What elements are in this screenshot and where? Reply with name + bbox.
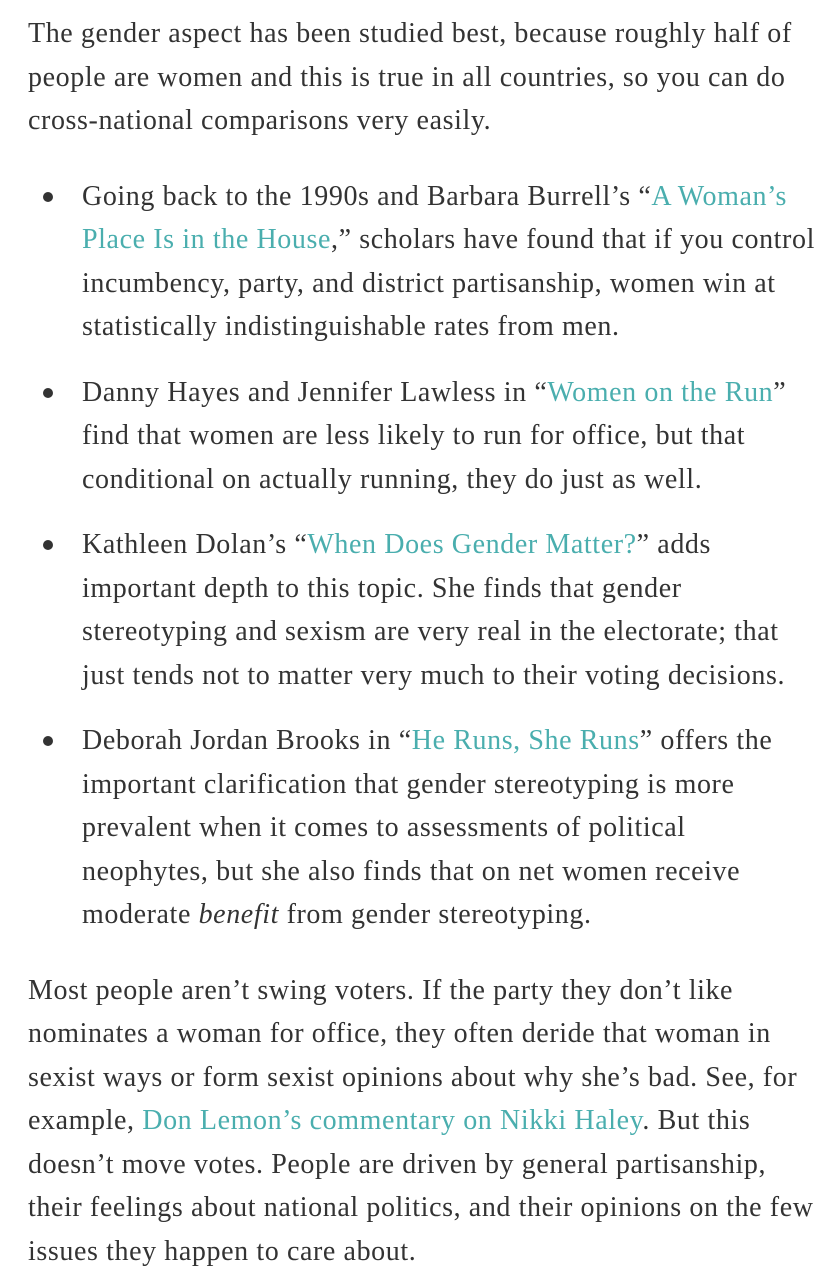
article-body <box>28 12 818 1273</box>
link-a-womans-place[interactable]: A Woman’s Place Is in the House <box>82 181 787 256</box>
list-item: Kathleen Dolan’s “When Does Gender Matter?” adds important depth to this topic. She finds that gender stereotyping and sexism are very real in the electorate; that just tends not to matter very much to their voting decisions. <box>28 523 818 697</box>
list-item: Going back to the 1990s and Barbara Burrell’s “A Woman’s Place Is in the House,” scholars have found that if you control incumbency, party, and district partisanship, women win at statistically indistinguishable rates from men. <box>28 175 818 349</box>
link-he-runs-she-runs[interactable]: He Runs, She Runs <box>412 725 640 756</box>
bullet-icon <box>43 540 53 550</box>
link-don-lemon-commentary[interactable]: Don Lemon’s commentary on Nikki Haley <box>142 1105 642 1136</box>
bullet-icon <box>43 192 53 202</box>
findings-list <box>28 175 818 937</box>
link-when-does-gender-matter[interactable]: When Does Gender Matter? <box>307 529 636 560</box>
closing-paragraph: Most people aren’t swing voters. If the party they don’t like nominates a woman for office, they often deride that woman in sexist ways or form sexist opinions about why she’s bad. See, for example, Don Lemon’s commentary on Nikki Haley. But this doesn’t move votes. People are driven by general partisanship, their feelings about national politics, and their opinions on the few issues they happen to care about. <box>28 969 818 1273</box>
link-women-on-the-run[interactable]: Women on the Run <box>547 377 773 408</box>
bullet-icon <box>43 736 53 746</box>
emphasis-text: benefit <box>199 899 279 930</box>
bullet-icon <box>43 388 53 398</box>
list-item: Danny Hayes and Jennifer Lawless in “Women on the Run” find that women are less likely to run for office, but that conditional on actually running, they do just as well. <box>28 371 818 502</box>
list-item: Deborah Jordan Brooks in “He Runs, She Runs” offers the important clarification that gender stereotyping is more prevalent when it comes to assessments of political neophytes, but she also finds that on net women receive moderate benefit from gender stereotyping. <box>28 719 818 937</box>
intro-paragraph: The gender aspect has been studied best, because roughly half of people are women and this is true in all countries, so you can do cross-national comparisons very easily. <box>28 12 818 143</box>
